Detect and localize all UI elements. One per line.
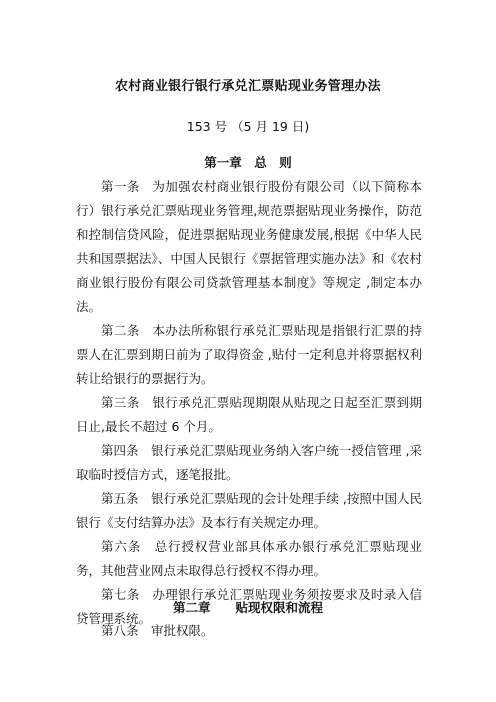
document-title: 农村商业银行银行承兑汇票贴现业务管理办法 [114, 79, 381, 94]
article-4: 第四条 银行承兑汇票贴现业务纳入客户统一授信管理 ,采取临时授信方式，逐笔报批。 [76, 443, 422, 482]
article-7: 第七条 办理银行承兑汇票贴现业务须按要求及时录入信贷管理系统。 [76, 587, 422, 626]
article-6: 第六条 总行授权营业部具体承办银行承兑汇票贴现业务，其他营业网点未取得总行授权不得办理。 [76, 539, 422, 578]
document-subtitle: 153 号 （5 月 19 日) [186, 119, 310, 134]
article-3: 第三条 银行承兑汇票贴现期限从贴现之日起至汇票到期日止,最长不超过 6 个月。 [76, 395, 422, 434]
article-2: 第二条 本办法所称银行承兑汇票贴现是指银行汇票的持票人在汇票到期日前为了取得资金 ,贴付一定利息并将票据权利转让给银行的票据行为。 [76, 323, 422, 386]
chapter-1-heading: 第一章 总 则 [204, 155, 292, 170]
article-1: 第一条 为加强农村商业银行股份有限公司（以下简称本行）银行承兑汇票贴现业务管理,规范票据贴现业务操作，防范和控制信贷风险，促进票据贴现业务健康发展,根据《中华人民共和国票据法》、中国人民银行《票据管理实施办法》和《农村商业银行股份有限公司贷款管理基本制度》等规定 ,制定本办法。 [76, 179, 422, 314]
article-5: 第五条 银行承兑汇票贴现的会计处理手续 ,按照中国人民银行《支付结算办法》及本行有关规定办理。 [76, 491, 422, 530]
chapter-2-heading: 第二章 贴现权限和流程 [172, 600, 323, 615]
chapter-2-body [76, 619, 422, 643]
chapter-1-body [76, 175, 422, 631]
article-8: 第八条 审批权限。 [101, 623, 214, 638]
